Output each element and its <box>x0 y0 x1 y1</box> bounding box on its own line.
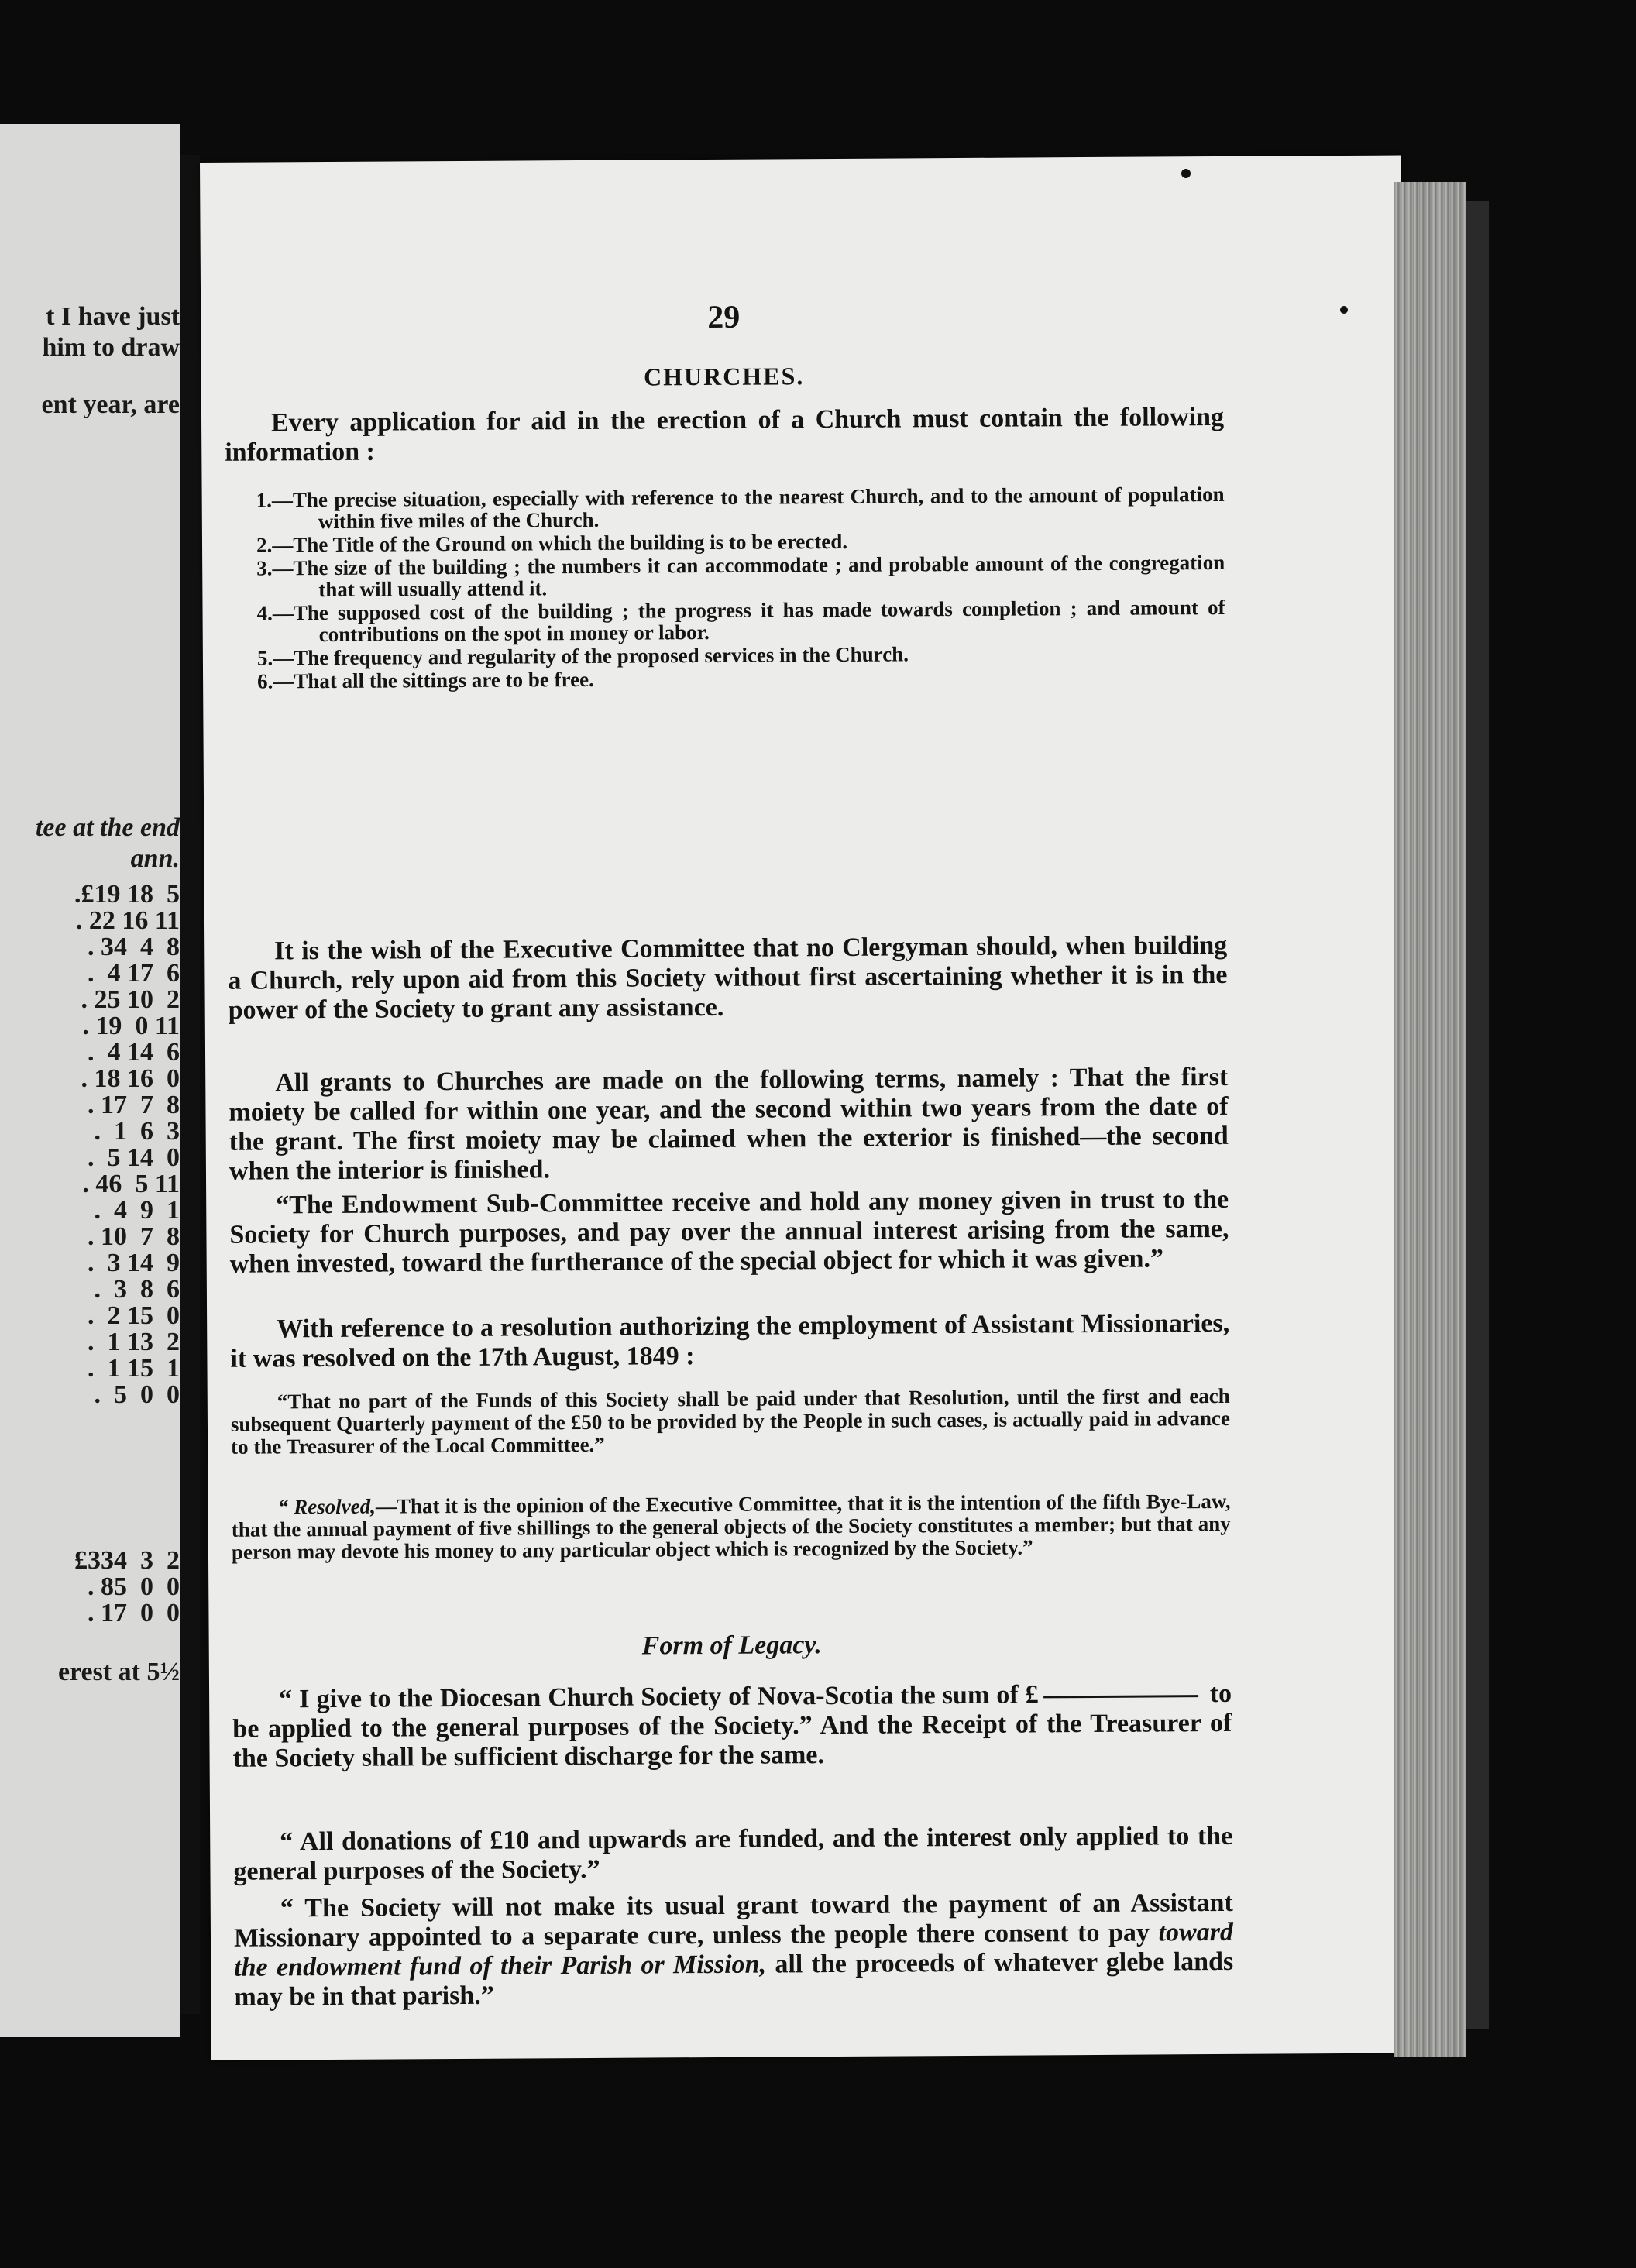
requirement-item: 2.—The Title of the Ground on which the building is to be erected. <box>256 529 848 557</box>
resolved-quote <box>232 1490 1232 1564</box>
left-page-line: t I have just <box>46 302 180 331</box>
page-stack-edge <box>1394 182 1466 2057</box>
left-page-line: . 2 15 0 <box>88 1301 180 1330</box>
left-page-line: . 5 14 0 <box>88 1143 180 1172</box>
requirements-list <box>256 483 1226 694</box>
book-page <box>200 156 1412 2060</box>
left-page-line: . 22 16 11 <box>75 906 180 935</box>
donations-paragraph: “ All donations of £10 and upwards are funded, and the interest only applied to the general purposes of the Society.” <box>233 1821 1233 1886</box>
left-page-line: .£19 18 5 <box>74 880 180 909</box>
resolved-label: “ Resolved, <box>277 1494 376 1519</box>
legacy-rest: to be applied to the general purposes of the Society.” And the Receipt of the Treasurer of the Society shall be sufficient discharge for the same. <box>232 1679 1232 1773</box>
funds-quote: “That no part of the Funds of this Society shall be paid under that Resolution, until the first and each subsequent Quarterly payment of the £50 to be provided by the People in such cases, is actually paid in advance to the Treasurer of the Local Committee.” <box>230 1383 1231 1459</box>
left-page-line: . 3 8 6 <box>94 1275 180 1304</box>
page-stack-shadow <box>1466 201 1489 2029</box>
book-gutter <box>180 155 200 2014</box>
legacy-currency: £ <box>1025 1680 1039 1710</box>
left-page-line: . 4 9 1 <box>94 1196 180 1225</box>
left-page-line: . 4 17 6 <box>88 959 180 988</box>
resolved-text: —That it is the opinion of the Executive Committee, that it is the intention of the fifth Bye-Law, that the annual payment of five shillings to the general objects of the Society constitutes a member; but that any person may devote his money to any particular object which is recognized by the Society.” <box>231 1489 1231 1564</box>
assistant-grant-paragraph <box>234 1888 1234 2012</box>
requirement-item: 5.—The frequency and regularity of the proposed services in the Church. <box>256 642 909 670</box>
left-page-line: . 46 5 11 <box>82 1170 180 1198</box>
page-number: 29 <box>707 299 741 336</box>
left-page-line: . 1 15 1 <box>88 1354 180 1383</box>
ink-speck <box>1181 169 1191 178</box>
wish-paragraph: It is the wish of the Executive Committee that no Clergyman should, when building a Church, rely upon aid from this Society without first ascertaining whether it is in the power of the Society to grant any assistance. <box>228 930 1228 1025</box>
legacy-amount-blank <box>1043 1695 1198 1698</box>
reference-paragraph: With reference to a resolution authorizing the employment of Assistant Missionaries, it was resolved on the 17th August, 1849 : <box>230 1308 1230 1373</box>
left-page-line: . 19 0 11 <box>82 1012 180 1040</box>
left-page-line: . 4 14 6 <box>88 1038 180 1067</box>
legacy-paragraph <box>232 1679 1232 1774</box>
requirement-item: 6.—That all the sittings are to be free. <box>256 667 594 693</box>
requirement-item: 1.—The precise situation, especially with reference to the nearest Church, and to the amount of population within five miles of the Church. <box>256 482 1225 534</box>
intro-paragraph: Every application for aid in the erection of a Church must contain the following information : <box>225 402 1225 467</box>
left-page-line: . 1 6 3 <box>94 1117 180 1146</box>
endowment-paragraph: “The Endowment Sub-Committee receive and hold any money given in trust to the Society for Church purposes, and pay over the annual interest arising from the same, when invested, toward the furtherance of the special object for which it was given.” <box>229 1184 1229 1279</box>
legacy-open: “ I give to the Diocesan Church Society of Nova-Scotia the sum of <box>279 1680 1019 1714</box>
left-page-line: him to draw <box>42 333 180 362</box>
left-page-line: . 5 0 0 <box>94 1380 180 1409</box>
page-content <box>223 156 1234 2012</box>
left-page-line: . 25 10 2 <box>81 985 180 1014</box>
left-page-fragment <box>0 124 180 2037</box>
left-page-line: . 17 0 0 <box>88 1599 180 1627</box>
left-page-line: erest at 5½ <box>57 1658 180 1686</box>
left-page-line: £334 3 2 <box>74 1546 180 1575</box>
grant-text-post: all the proceeds of whatever glebe lands may be in that parish.” <box>234 1947 1234 2012</box>
left-page-line: ent year, are <box>41 390 180 419</box>
grant-text-italic: toward the endowment fund of their Parish or Mission, <box>234 1917 1234 1982</box>
left-page-line: tee at the end <box>35 813 180 842</box>
left-page-line: . 18 16 0 <box>81 1064 180 1093</box>
left-page-line: . 1 13 2 <box>88 1328 180 1356</box>
requirement-item: 4.—The supposed cost of the building ; the progress it has made towards completion ; and amount of contributions on the spot in money or labor. <box>256 595 1225 647</box>
ink-speck <box>1340 306 1348 314</box>
left-page-line: . 17 7 8 <box>88 1091 180 1119</box>
legacy-title: Form of Legacy. <box>641 1631 822 1661</box>
left-page-line: ann. <box>130 844 180 873</box>
left-page-line: . 34 4 8 <box>88 933 180 961</box>
left-page-line: . 85 0 0 <box>88 1572 180 1601</box>
section-title: CHURCHES. <box>643 362 805 391</box>
left-page-line: . 10 7 8 <box>88 1222 180 1251</box>
left-page-line: . 3 14 9 <box>88 1249 180 1277</box>
grants-paragraph: All grants to Churches are made on the following terms, namely : That the first moiety be called for within one year, and the second within two years from the date of the grant. The first moiety may be claimed when the exterior is finished—the second when the interior is finished. <box>229 1062 1229 1186</box>
grant-text-pre: “ The Society will not make its usual grant toward the payment of an Assistant Missionary appointed to a separate cure, unless the people there consent to pay <box>233 1888 1233 1953</box>
requirement-item: 3.—The size of the building ; the numbers it can accommodate ; and probable amount of the congregation that will usually attend it. <box>256 550 1225 602</box>
